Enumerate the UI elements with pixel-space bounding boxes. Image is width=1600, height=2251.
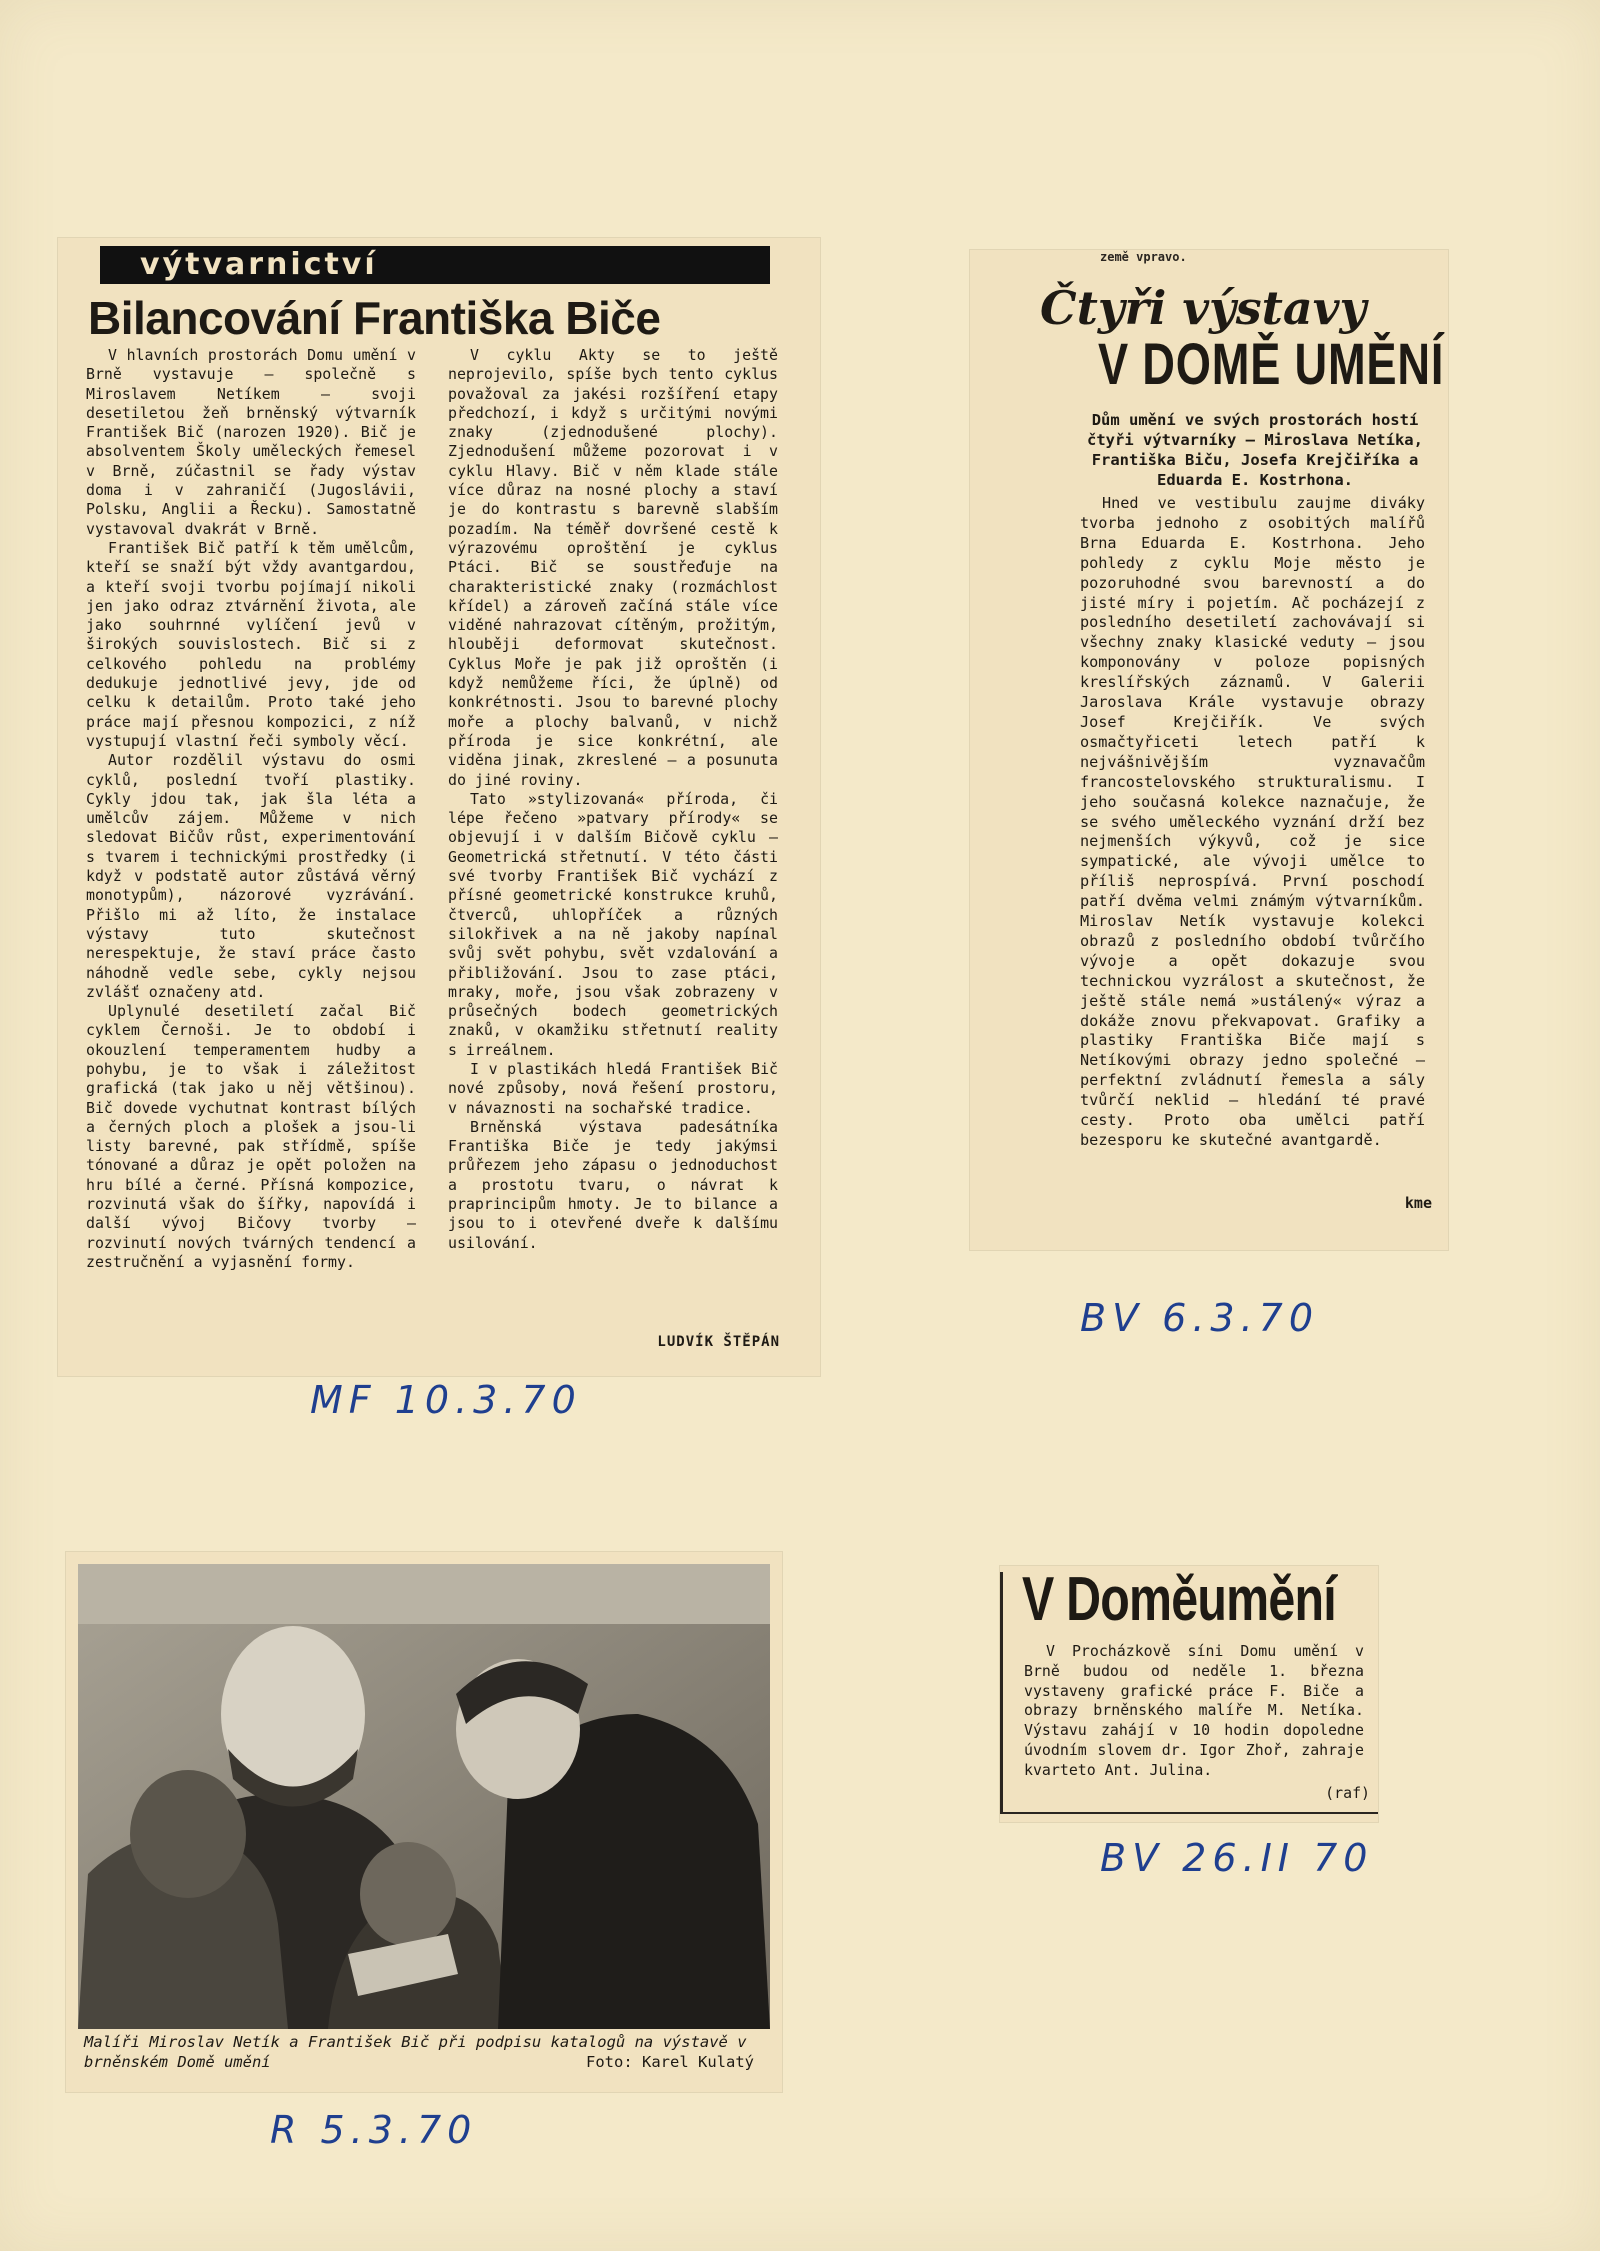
- press-photo: [78, 1564, 770, 2029]
- paragraph: I v plastikách hledá František Bič nové způsoby, nová řešení prostoru, v návaznosti na sochařské tradice.: [448, 1059, 778, 1117]
- section-banner: výtvarnictví: [100, 246, 770, 284]
- handwritten-source-note: MF 10.3.70: [310, 1378, 582, 1422]
- article-column-right: [448, 346, 778, 1253]
- notice-signature: (raf): [1325, 1784, 1370, 1802]
- notice-headline: V Doměumění: [1022, 1565, 1336, 1634]
- cut-off-text: země vpravo.: [1100, 250, 1187, 264]
- article-headline: Bilancování Františka Biče: [88, 292, 661, 344]
- photo-caption: [84, 2032, 774, 2072]
- paragraph: V cyklu Akty se to ještě neprojevilo, spíše bych tento cyklus považoval za jakési rozšíření etapy předchozí, i když s určitými novými znaky (zjednodušené plochy). Zjednodušení můžeme pozorovat i v cyklu Hlavy. Bič v něm klade stále více důraz na nosné plochy a staví je do kontrastu s barevně slabším pozadím. Na téměř dovršené cestě k výrazovému oproštění je cyklus Ptáci. Bič se soustřeďuje na charakteristické znaky (rozmáchlost křídel) a zároveň začíná stále více viděné nahrazovat cítěným, prožitým, hlouběji deformovat skutečnost. Cyklus Moře je pak již oproštěn (i když nemůžeme říci, že úplně) od konkrétnosti. Jsou to barevné plochy moře a plochy balvanů, v nichž příroda je sice konkrétní, ale viděna jinak, zkreslené — a posunuta do jiné roviny.: [448, 346, 778, 789]
- border-rule: [1000, 1572, 1003, 1812]
- paragraph: V hlavních prostorách Domu umění v Brně vystavuje — společně s Miroslavem Netíkem — svoji desetiletou žeň brněnský výtvarník František Bič (narozen 1920). Bič je absolventem Školy uměleckých řemesel v Brně, zúčastnil se řady výstav doma i v zahraničí (Jugoslávii, Polsku, Anglii a Řecku). Samostatně vystavoval dvakrát v Brně.: [86, 346, 416, 538]
- paragraph: Autor rozdělil výstavu do osmi cyklů, poslední tvoří plastiky. Cykly jdou tak, jak šla léta a umělcův zájem. Můžeme v nich sledovat Bičův růst, experimentování s tvarem i technickými prostředky (i když v podstatě autor zůstává věrný monotypům), názorové vyzrávání. Přišlo mi až líto, že instalace výstavy tuto skutečnost nerespektuje, že staví práce často náhodně vedle sebe, cykly nejsou zvlášť označeny atd.: [86, 751, 416, 1001]
- clipping-photo: [66, 1552, 782, 2092]
- article-body: [1080, 494, 1425, 1151]
- paragraph: Hned ve vestibulu zaujme diváky tvorba jednoho z osobitých malířů Brna Eduarda E. Kostrhona. Jeho pohledy z cyklu Moje město je pozoruhodné svou barevností a do jisté míry i pojetím. Ač pocházejí z posledního desetiletí zachovávají si všechny znaky klasické veduty — jsou komponovány v poloze popisných kreslířských záznamů. V Galerii Jaroslava Krále vystavuje obrazy Josef Krejčiřík. Ve svých osmačtyřiceti letech patří k nejvášnivějším vyznavačům francostelovského strukturalismu. I jeho současná kolekce naznačuje, že se svého uměleckého vyznání drží bez nejmenších výkyvů, což je sice sympatické, ale vývoji umělce to příliš neprospívá. První poschodí patří dvěma velmi známým výtvarníkům. Miroslav Netík vystavuje kolekci obrazů z posledního období tvůrčího vývoje a opět dokazuje svou technickou vyzrálost a skutečnost, že ještě stále nemá »ustálený« výraz a dokáže znovu překvapovat. Grafiky a plastiky Františka Biče mají s Netíkovými obrazy jedno společné — perfektní zvládnutí řemesla a sály tvůrčí neklid — hledání té pravé cesty. Proto oba umělci patří bezesporu ke skutečné avantgardě.: [1080, 494, 1425, 1149]
- photo-credit: Foto: Karel Kulatý: [586, 2053, 754, 2071]
- paragraph: Brněnská výstava padesátníka Františka Biče je tedy jakýmsi průřezem jeho zápasu o jednoduchost a prostotu tvaru, o návrat k praprincipům hmoty. Je to bilance a jsou to i otevřené dveře k dalšímu usilování.: [448, 1117, 778, 1252]
- notice-body: [1024, 1642, 1364, 1781]
- article-column-left: [86, 346, 416, 1272]
- article-signature: kme: [1404, 1194, 1432, 1212]
- photo-illustration: [78, 1564, 770, 2029]
- clipping-bv-article: [970, 250, 1448, 1250]
- clipping-bv-notice: [1000, 1566, 1378, 1822]
- article-headline: V DOMĚ UMĚNÍ: [1098, 332, 1445, 397]
- paragraph: František Bič patří k těm umělcům, kteří se snaží být vždy avantgardou, a kteří svoji tvorbu pojímají nikoli jen jako odraz ztvárnění života, ale jako souhrnné vylíčení jevů v širokých souvislostech. Bič si z celkového pohledu na problémy dedukuje jednotlivé jevy, jde od celku k detailům. Proto také jeho práce mají přesnou kompozici, z níž vystupují vlastní řeči symboly věcí.: [86, 538, 416, 750]
- handwritten-source-note: R 5.3.70: [270, 2108, 478, 2152]
- border-rule: [1000, 1812, 1378, 1814]
- paragraph: Tato »stylizovaná« příroda, či lépe řečeno »patvary přírody« se objevují i v dalším Bičově cyklu — Geometrická střetnutí. V této části své tvorby František Bič vychází z přísné geometrické konstrukce kruhů, čtverců, uhlopříček a různých silokřivek a na ně jakoby napínal svůj svět pohybu, svět vzdalování a přibližování. Jsou to zase ptáci, mraky, moře, jsou však zobrazeny v průsečných bodech geometrických znaků, v okamžiku střetnutí reality s irreálnem.: [448, 789, 778, 1059]
- caption-text: Malíři Miroslav Netík a František Bič při podpisu katalogů na výstavě v brněnském Domě umění: [84, 2033, 747, 2071]
- clipping-mf-article: [58, 238, 820, 1376]
- handwritten-source-note: BV 26.II 70: [1100, 1836, 1374, 1880]
- paragraph: Uplynulé desetiletí začal Bič cyklem Černoši. Je to období i okouzlení temperamentem hudby a pohybu, je to však i záležitost grafická (tak jako u něj většinou). Bič dovede vychutnat kontrast bílých a černých ploch a plošek a jsou-li listy barevné, pak střídmě, spíše tónované a důraz je opět položen na hru bílé a černé. Přísná kompozice, rozvinutá však do šířky, napovídá i další vývoj Bičovy tvorby — rozvinutí nových tvárných tendencí a zestručnění a vyjasnění formy.: [86, 1002, 416, 1271]
- article-kicker: Čtyři výstavy: [1040, 281, 1367, 335]
- paragraph: V Procházkově síni Domu umění v Brně budou od neděle 1. března vystaveny grafické práce F. Biče a obrazy brněnského malíře M. Netíka. Výstavu zahájí v 10 hodin dopoledne úvodním slovem dr. Igor Zhoř, zahraje kvarteto Ant. Julina.: [1024, 1642, 1364, 1779]
- article-lead: Dům umění ve svých prostorách hostí čtyři výtvarníky — Miroslava Netíka, Františka Biču, Josefa Krejčiříka a Eduarda E. Kostrhona.: [1087, 411, 1423, 489]
- handwritten-source-note: BV 6.3.70: [1080, 1296, 1320, 1340]
- article-byline: LUDVÍK ŠTĚPÁN: [657, 1334, 780, 1350]
